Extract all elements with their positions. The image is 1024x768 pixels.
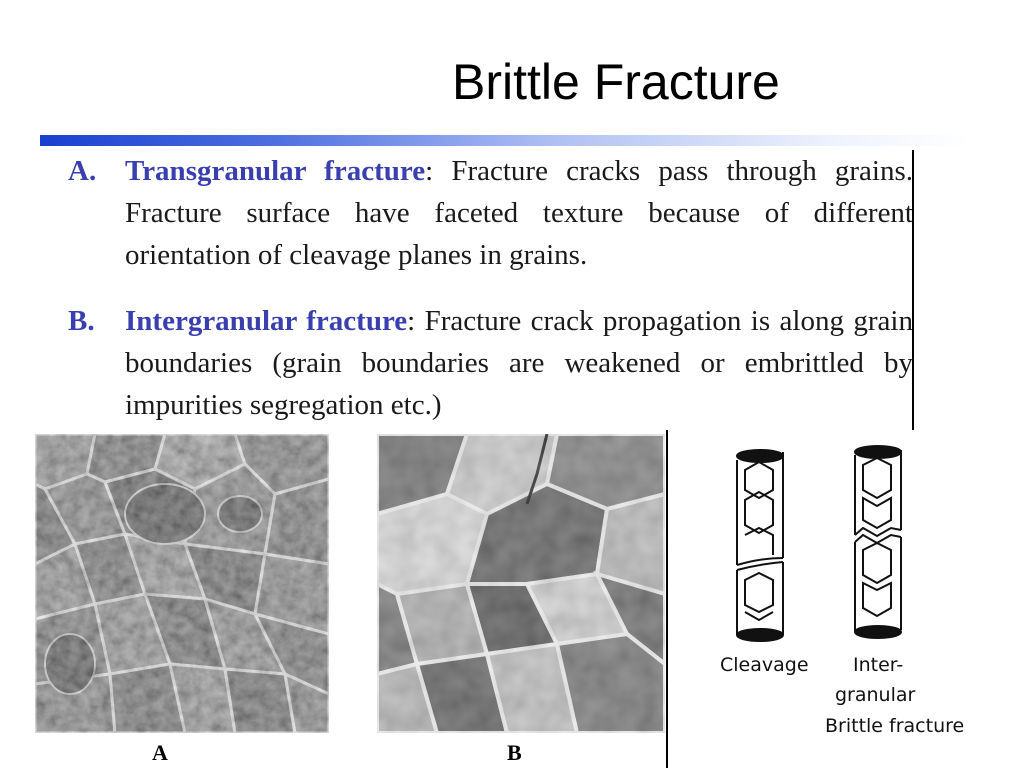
list-item-body [125,150,913,276]
sketch-label-granular: granular [835,684,916,706]
micrograph-transgranular [35,434,329,733]
sketch-label-cleavage: Cleavage [720,654,809,676]
title-divider [40,135,970,146]
micrograph-intergranular [377,434,665,733]
definition-intergranular: : Fracture crack propagation is along grain boundaries (grain boundaries are weakened or embrittled by impurities segregation etc.) [125,305,913,421]
figure-divider [666,430,668,768]
list-item-transgranular [68,150,913,276]
list-marker: B. [68,305,95,337]
term-transgranular: Transgranular fracture [125,155,426,187]
list-item-intergranular [68,300,913,426]
list-item-body [125,300,913,426]
sketch-label-inter: Inter- [853,654,904,676]
slide-title: Brittle Fracture [452,54,780,110]
caption-a: A [152,740,168,765]
term-intergranular: Intergranular fracture [125,305,408,337]
list-marker: A. [68,155,97,187]
sketch-label-brittle: Brittle fracture [825,715,965,737]
caption-b: B [507,740,522,765]
fracture-schematic [715,440,1005,750]
definition-transgranular: : Fracture cracks pass through grains. Fracture surface have faceted texture because of different orientation of cleavage planes in grains. [125,155,913,271]
